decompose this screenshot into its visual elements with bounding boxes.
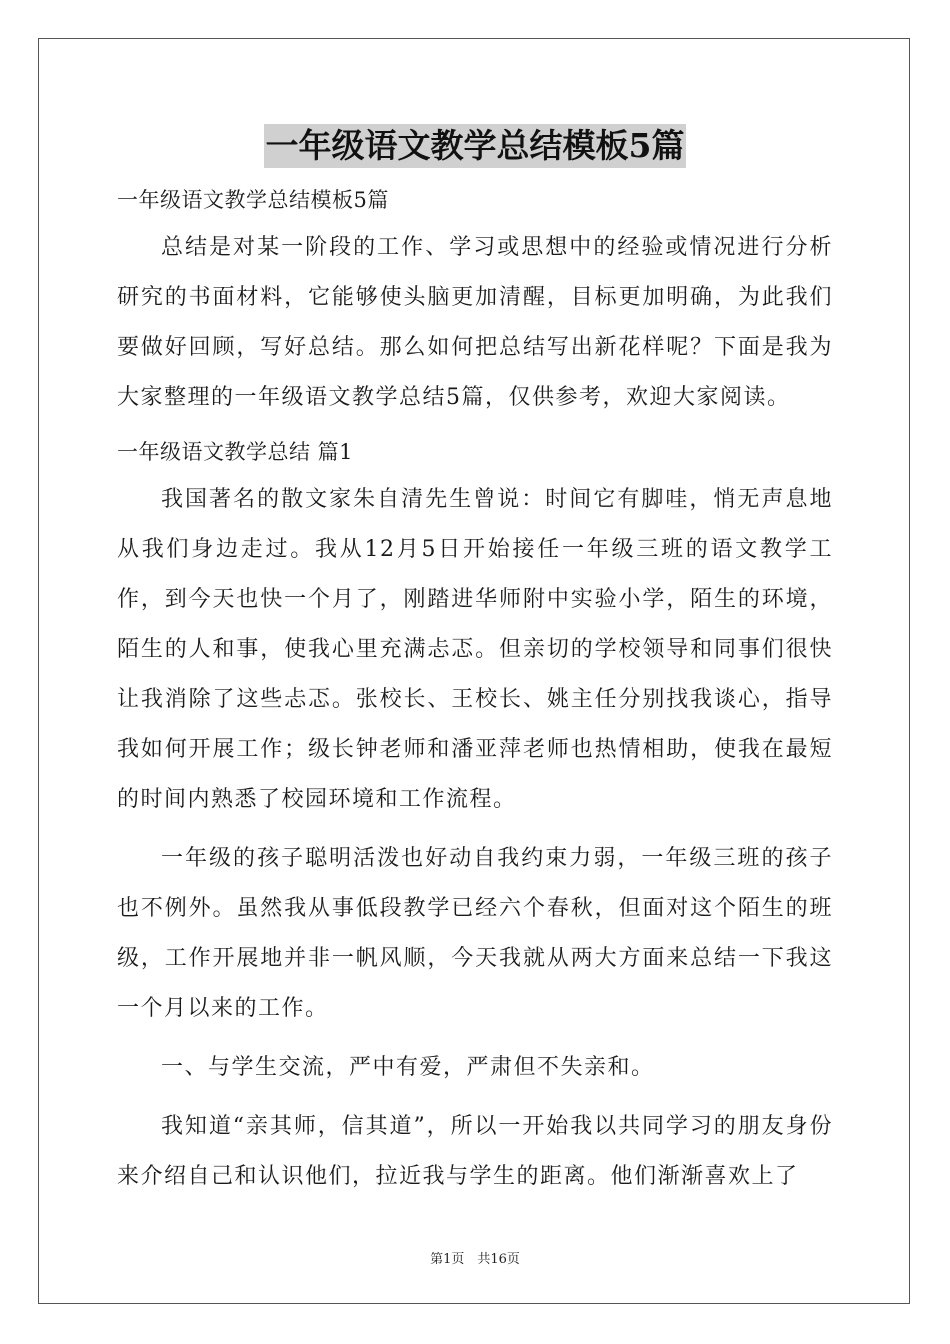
document-title: 一年级语文教学总结模板5篇 xyxy=(264,124,687,168)
body-paragraph: 一年级的孩子聪明活泼也好动自我约束力弱，一年级三班的孩子也不例外。虽然我从事低段教学已经六个春秋，但面对这个陌生的班级，工作开展地并非一帆风顺，今天我就从两大方面来总结一下我这一个月以来的工作。 xyxy=(117,846,833,1021)
section-heading: 一年级语文教学总结 篇1 xyxy=(117,440,354,464)
title-container xyxy=(0,124,950,168)
body-paragraph: 我知道“亲其师，信其道”，所以一开始我以共同学习的朋友身份来介绍自己和认识他们，拉近我与学生的距离。他们渐渐喜欢上了 xyxy=(117,1114,833,1189)
body-paragraph: 一、与学生交流，严中有爱，严肃但不失亲和。 xyxy=(161,1055,655,1080)
intro-paragraph: 总结是对某一阶段的工作、学习或思想中的经验或情况进行分析研究的书面材料，它能够使头脑更加清醒，目标更加明确，为此我们要做好回顾，写好总结。那么如何把总结写出新花样呢？下面是我为大家整理的一年级语文教学总结5篇，仅供参考，欢迎大家阅读。 xyxy=(117,235,833,410)
document-subtitle: 一年级语文教学总结模板5篇 xyxy=(117,188,389,212)
body-paragraph: 我国著名的散文家朱自清先生曾说：时间它有脚哇，悄无声息地从我们身边走过。我从12月5日开始接任一年级三班的语文教学工作，到今天也快一个月了，刚踏进华师附中实验小学，陌生的环境，陌生的人和事，使我心里充满忐忑。但亲切的学校领导和同事们很快让我消除了这些忐忑。张校长、王校长、姚主任分别找我谈心，指导我如何开展工作；级长钟老师和潘亚萍老师也热情相助，使我在最短的时间内熟悉了校园环境和工作流程。 xyxy=(117,487,833,812)
page-footer: 第1页 共16页 xyxy=(430,1252,520,1267)
document-body xyxy=(117,180,833,1211)
